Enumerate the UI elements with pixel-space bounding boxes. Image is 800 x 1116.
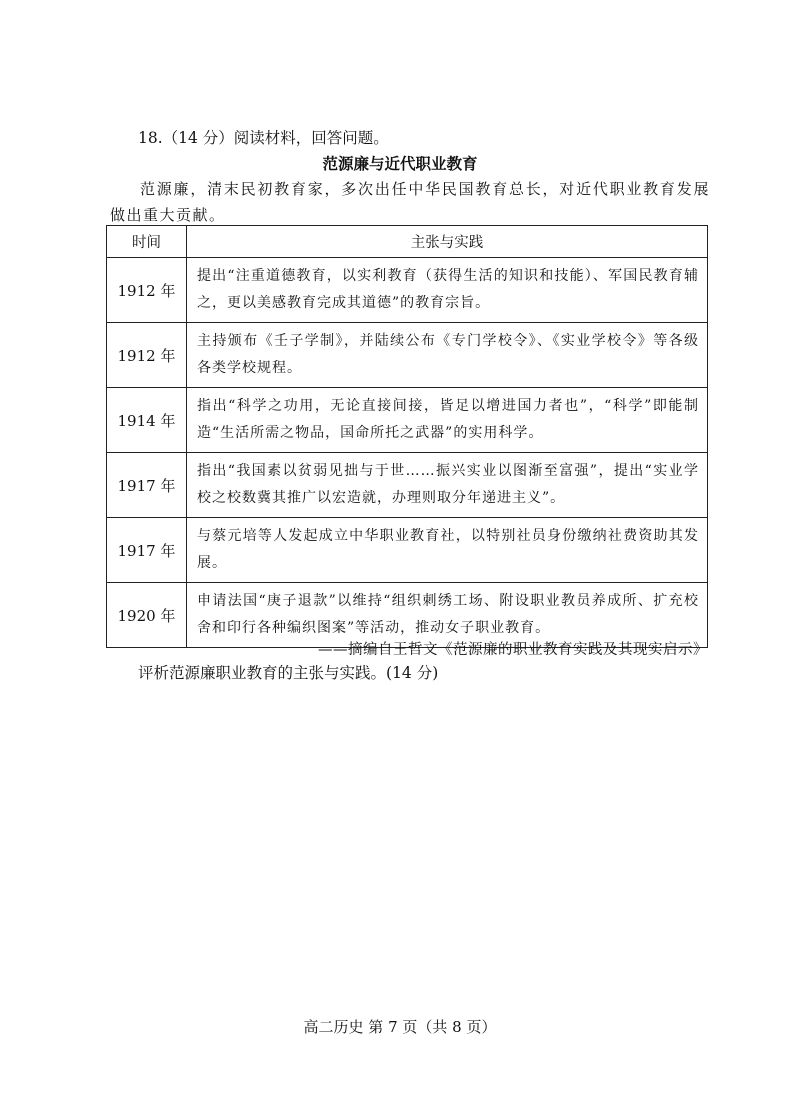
column-header-content: 主张与实践 (187, 226, 708, 258)
row-content: 指出“科学之功用，无论直接间接，皆足以增进国力者也”，“科学”即能制造“生活所需之物品，国命所托之武器”的实用科学。 (187, 388, 708, 453)
row-content: 提出“注重道德教育，以实利教育（获得生活的知识和技能）、军国民教育辅之，更以美感教育完成其道德”的教育宗旨。 (187, 258, 708, 323)
row-year: 1917 年 (107, 453, 187, 518)
table-row (107, 258, 708, 323)
row-year: 1914 年 (107, 388, 187, 453)
table-row (107, 453, 708, 518)
material-table (106, 225, 708, 648)
row-content: 指出“我国素以贫弱见拙与于世……振兴实业以图渐至富强”，提出“实业学校之校数冀其推广以宏造就，办理则取分年递进主义”。 (187, 453, 708, 518)
row-content: 主持颁布《壬子学制》，并陆续公布《专门学校令》、《实业学校令》等各级各类学校规程。 (187, 323, 708, 388)
question-header: 18.（14 分）阅读材料，回答问题。 (138, 129, 389, 147)
row-year: 1912 年 (107, 258, 187, 323)
row-year: 1920 年 (107, 583, 187, 648)
row-content: 申请法国“庚子退款”以维持“组织刺绣工场、附设职业教员养成所、扩充校舍和印行各种编织图案”等活动，推动女子职业教育。 (187, 583, 708, 648)
row-year: 1917 年 (107, 518, 187, 583)
row-year: 1912 年 (107, 323, 187, 388)
table-row (107, 388, 708, 453)
page-footer: 高二历史 第 7 页（共 8 页） (303, 1018, 497, 1036)
table-row (107, 518, 708, 583)
material-intro: 范源廉，清末民初教育家，多次出任中华民国教育总长，对近代职业教育发展做出重大贡献。 (110, 180, 710, 224)
row-content: 与蔡元培等人发起成立中华职业教育社，以特别社员身份缴纳社费资助其发展。 (187, 518, 708, 583)
material-source: ——摘编自王哲文《范源廉的职业教育实践及其现实启示》 (318, 642, 708, 658)
question-prompt: 评析范源廉职业教育的主张与实践。(14 分) (138, 664, 439, 682)
column-header-time: 时间 (107, 226, 187, 258)
material-title: 范源廉与近代职业教育 (322, 155, 478, 173)
table-row (107, 323, 708, 388)
